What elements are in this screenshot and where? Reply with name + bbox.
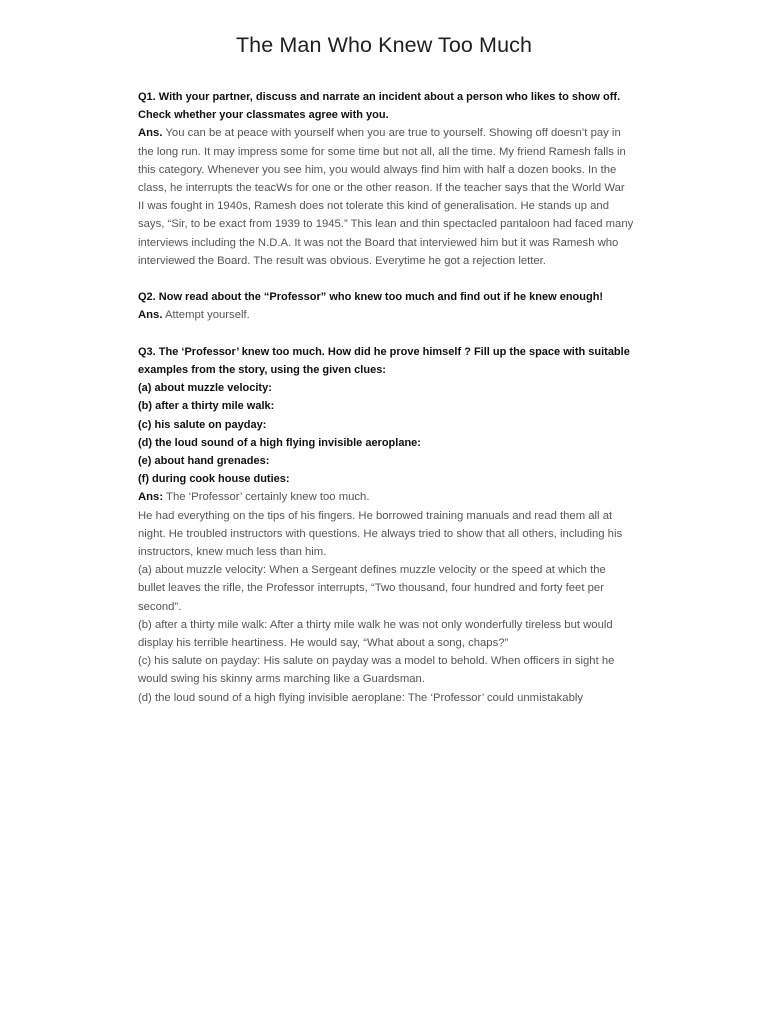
clue-b: (b) after a thirty mile walk: (138, 400, 275, 413)
answer-3-paragraph: (b) after a thirty mile walk: After a thirty mile walk he was not only wonderfully tireless but would display his terrible heartiness. He would say, “What about a song, chaps?” (138, 618, 613, 650)
page-title: The Man Who Knew Too Much (235, 33, 533, 57)
answer-2-text: Attempt yourself. (165, 309, 250, 322)
answer-1-text: You can be at peace with yourself when you are true to yourself. Showing off doesn’t pay in the long run. It may impress some for some time but not all, all the time. My friend Ramesh falls in this category. Whenever you see him, you would always find him with half a dozen books. In the class, he interrupts the teacWs for one or the other reason. If the teacher says that the World War II was fought in 1940s, Ramesh does not tolerate this kind of generalisation. He stands up and says, “Sir, to be exact from 1939 to 1945.” This lean and thin spectacled pantaloon had faced many interviews including the N.D.A. It was not the Board that interviewed him but it was Ramesh who interviewed the Board. The result was obvious. Everytime he got a rejection letter. (138, 127, 634, 267)
answer-3-paragraph: (c) his salute on payday: His salute on payday was a model to behold. When officers in sight he would swing his skinny arms marching like a Guardsman. (138, 655, 615, 686)
answer-2 (138, 306, 634, 324)
clue-e: (e) about hand grenades: (138, 455, 270, 468)
document-body (138, 88, 634, 707)
answer-3-paragraph: He had everything on the tips of his fingers. He borrowed training manuals and read them all at night. He troubled instructors with questions. He always tried to show that all others, including his instructors, knew much less than him. (138, 509, 623, 559)
question-1: Q1. With your partner, discuss and narrate an incident about a person who likes to show off. Check whether your classmates agree with you. (138, 91, 621, 122)
question-3: Q3. The ‘Professor’ knew too much. How did he prove himself ? Fill up the space with suitable examples from the story, using the given clues: (138, 345, 630, 377)
answer-3-label: Ans: (138, 491, 164, 504)
answer-3-paragraph: (d) the loud sound of a high flying invisible aeroplane: The ‘Professor’ could unmistakably (138, 691, 584, 704)
answer-3-intro: The ‘Professor’ certainly knew too much. (166, 491, 370, 504)
answer-1 (138, 124, 634, 270)
clue-a: (a) about muzzle velocity: (138, 382, 272, 395)
clue-f: (f) during cook house duties: (138, 473, 290, 486)
spacer (138, 270, 634, 288)
answer-3-paragraph: (a) about muzzle velocity: When a Sergeant defines muzzle velocity or the speed at which the bullet leaves the rifle, the Professor interrupts, “Two thousand, four hundred and forty feet per second”. (138, 564, 606, 613)
answer-1-label: Ans. (138, 127, 163, 140)
question-2: Q2. Now read about the “Professor” who knew too much and find out if he knew enough! (138, 291, 604, 304)
clue-d: (d) the loud sound of a high flying invisible aeroplane: (138, 436, 421, 449)
spacer (138, 325, 634, 343)
answer-2-label: Ans. (138, 309, 163, 322)
clue-c: (c) his salute on payday: (138, 418, 267, 431)
answer-3 (138, 488, 634, 506)
